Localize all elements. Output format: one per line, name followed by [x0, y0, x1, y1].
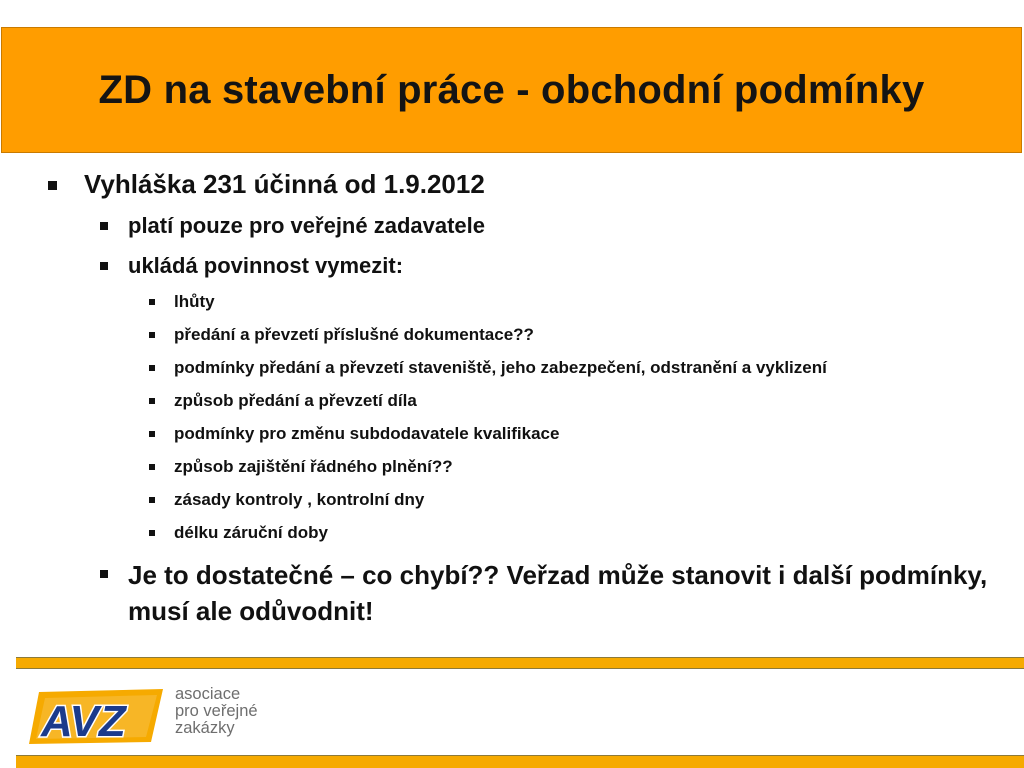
- bullet-l3-item: podmínky pro změnu subdodavatele kvalifikace: [174, 424, 560, 443]
- logo-line: asociace: [175, 685, 241, 703]
- logo-line: pro veřejné: [175, 702, 258, 720]
- square-bullet-icon: [149, 332, 155, 338]
- bullet-l2-conclusion: Je to dostatečné – co chybí?? Veřzad může stanovit i další podmínky, musí ale odůvodnit!: [128, 560, 988, 626]
- square-bullet-icon: [149, 398, 155, 404]
- square-bullet-icon: [149, 365, 155, 371]
- square-bullet-icon: [149, 431, 155, 437]
- bullet-l3-item: způsob předání a převzetí díla: [174, 391, 417, 410]
- avz-logo-icon: [27, 686, 167, 748]
- square-bullet-icon: [149, 464, 155, 470]
- square-bullet-icon: [48, 181, 57, 190]
- bullet-l3-item: zásady kontroly , kontrolní dny: [174, 490, 425, 509]
- square-bullet-icon: [100, 570, 108, 578]
- bullet-l3-item: předání a převzetí příslušné dokumentace??: [174, 325, 534, 344]
- square-bullet-icon: [149, 530, 155, 536]
- logo-wordmark: [175, 686, 258, 737]
- bullet-l3-item: délku záruční doby: [174, 523, 328, 542]
- bullet-l2-povinnost: ukládá povinnost vymezit:: [128, 253, 404, 278]
- bullet-l2-verejni-zadavatele: platí pouze pro veřejné zadavatele: [128, 213, 486, 238]
- logo-line: zakázky: [175, 719, 235, 737]
- bullet-l1-main: Vyhláška 231 účinná od 1.9.2012: [84, 169, 485, 199]
- square-bullet-icon: [100, 222, 108, 230]
- bullet-l3-item: způsob zajištění řádného plnění??: [174, 457, 453, 476]
- bullet-l3-item: lhůty: [174, 292, 215, 311]
- footer-divider-bottom: [16, 755, 1024, 768]
- bullet-l3-item: podmínky předání a převzetí staveniště, jeho zabezpečení, odstranění a vyklizení: [174, 358, 827, 377]
- logo-letters: AVZ: [41, 697, 126, 746]
- square-bullet-icon: [100, 262, 108, 270]
- square-bullet-icon: [149, 497, 155, 503]
- slide-title: ZD na stavební práce - obchodní podmínky: [98, 67, 925, 112]
- square-bullet-icon: [149, 299, 155, 305]
- title-banner: [1, 27, 1022, 153]
- footer-divider-top: [16, 657, 1024, 669]
